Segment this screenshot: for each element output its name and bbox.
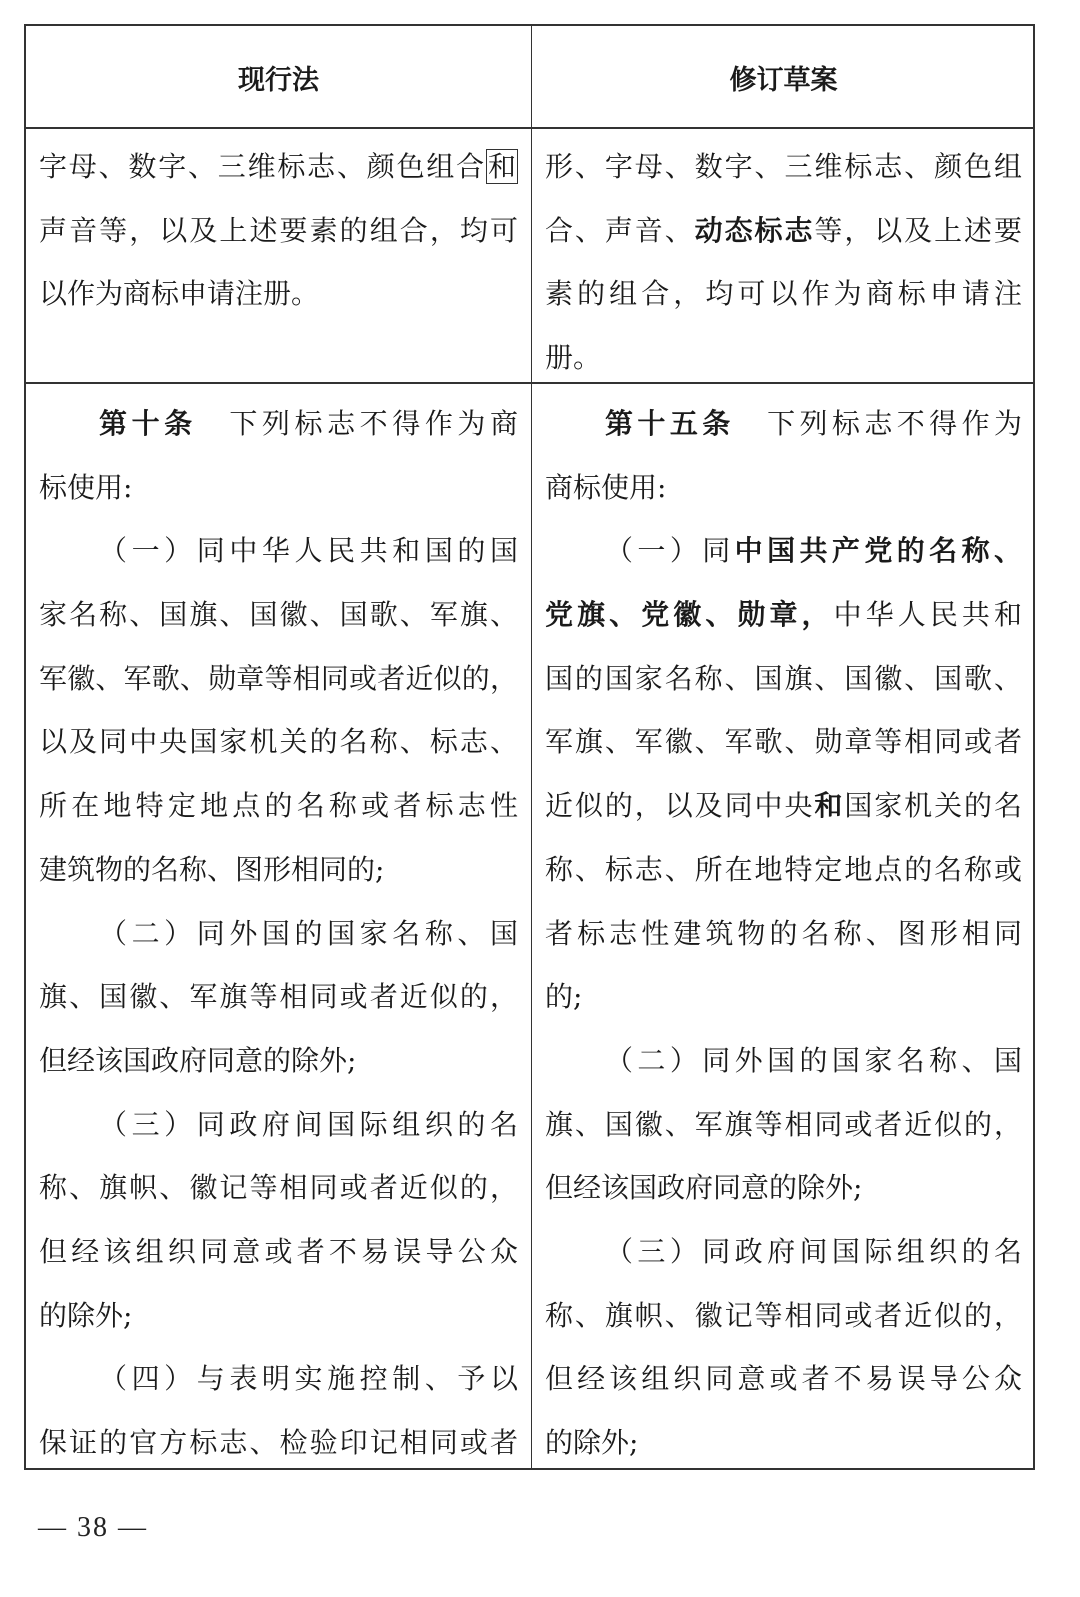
header-revision-draft: 修订草案	[729, 64, 838, 96]
text-line	[545, 583, 1022, 647]
text-segment: 的除外;	[545, 1426, 639, 1459]
text-line	[545, 135, 1022, 199]
text-segment: 旗、国徽、军旗等相同或者近似的，	[545, 1107, 1022, 1141]
bold-text: 动态标志	[694, 213, 815, 247]
text-segment: 国家机关的名	[844, 789, 1022, 823]
text-segment: 但经该组织同意或者不易误导公众	[545, 1362, 1022, 1396]
text-segment: （一）同	[605, 534, 735, 568]
text-segment: 商标使用:	[545, 470, 667, 504]
text-line	[39, 1284, 518, 1348]
bold-text: 党旗、党徽、勋章，	[545, 598, 834, 632]
text-line	[39, 838, 518, 902]
text-segment: 但经该组织同意或者不易误导公众	[39, 1234, 518, 1268]
text-segment: 称、旗帜、徽记等相同或者近似的，	[39, 1171, 518, 1205]
text-line	[39, 135, 518, 199]
text-segment: 所在地特定地点的名称或者标志性	[39, 789, 518, 823]
text-line	[39, 1347, 518, 1411]
text-line	[39, 710, 518, 774]
text-line	[39, 965, 518, 1029]
text-segment: 保证的官方标志、检验印记相同或者	[39, 1426, 518, 1459]
text-line	[545, 902, 1022, 966]
text-line	[39, 262, 518, 326]
text-line	[39, 1029, 518, 1093]
text-line	[545, 647, 1022, 711]
text-segment: （二）同外国的国家名称、国	[99, 916, 518, 950]
text-line	[545, 774, 1022, 838]
text-segment: 者标志性建筑物的名称、图形相同	[545, 916, 1022, 950]
text-line	[39, 902, 518, 966]
text-line	[39, 583, 518, 647]
text-segment: 下列标志不得作为商	[196, 407, 518, 440]
text-segment: 建筑物的名称、图形相同的;	[39, 852, 385, 886]
text-line	[39, 1156, 518, 1220]
text-line	[545, 392, 1022, 456]
text-line	[545, 1284, 1022, 1348]
page-number: — 38 —	[38, 1512, 148, 1543]
text-segment: 等，以及上述要	[814, 213, 1022, 247]
text-line	[39, 1093, 518, 1157]
text-segment: 军徽、军歌、勋章等相同或者近似的，	[39, 661, 518, 695]
cell-current-law	[26, 135, 531, 326]
text-line	[39, 519, 518, 583]
text-segment: 称、标志、所在地特定地点的名称或	[545, 852, 1022, 886]
text-line	[545, 710, 1022, 774]
text-line	[545, 1156, 1022, 1220]
text-segment: 素的组合，均可以作为商标申请注	[545, 277, 1022, 311]
text-segment: （三）同政府间国际组织的名	[605, 1234, 1022, 1268]
bold-text: 第十五条	[605, 407, 735, 440]
text-line	[39, 392, 518, 456]
text-line	[545, 1411, 1022, 1475]
cell-revision-draft	[532, 392, 1035, 1475]
text-segment: 合、声音、	[545, 213, 695, 247]
text-segment: 中华人民共和	[833, 598, 1022, 632]
text-segment: （四）与表明实施控制、予以	[99, 1362, 518, 1396]
bold-text: 中国共产党的名称、	[734, 534, 1022, 568]
text-segment: （二）同外国的国家名称、国	[605, 1043, 1022, 1077]
text-line	[545, 1093, 1022, 1157]
text-line	[545, 199, 1022, 263]
boxed-text: 和	[487, 150, 516, 183]
text-segment: 以作为商标申请注册。	[39, 277, 320, 311]
text-segment: 的;	[545, 980, 583, 1014]
text-line	[39, 1411, 518, 1475]
text-segment: 国的国家名称、国旗、国徽、国歌、	[545, 661, 1022, 695]
text-segment: 家名称、国旗、国徽、国歌、军旗、	[39, 598, 518, 632]
text-line	[39, 456, 518, 520]
text-line	[545, 1029, 1022, 1093]
text-segment: 旗、国徽、军旗等相同或者近似的，	[39, 980, 518, 1014]
text-segment: 近似的，以及同中央	[545, 789, 815, 823]
text-line	[39, 199, 518, 263]
comparison-table	[24, 24, 1035, 1470]
text-line	[545, 1347, 1022, 1411]
text-segment: 声音等，以及上述要素的组合，均可	[39, 213, 518, 247]
bold-text: 和	[814, 789, 845, 823]
text-line	[545, 519, 1022, 583]
text-line	[545, 965, 1022, 1029]
text-segment: 军旗、军徽、军歌、勋章等相同或者	[545, 725, 1022, 759]
text-line	[545, 456, 1022, 520]
text-segment: 形、字母、数字、三维标志、颜色组	[545, 150, 1022, 183]
cell-revision-draft	[532, 135, 1035, 390]
text-line	[545, 1220, 1022, 1284]
text-line	[39, 1220, 518, 1284]
text-segment: 册。	[545, 341, 602, 375]
text-line	[39, 647, 518, 711]
text-segment: 下列标志不得作为	[734, 407, 1022, 440]
text-line	[545, 262, 1022, 326]
text-segment: 但经该国政府同意的除外;	[39, 1043, 357, 1077]
text-line	[545, 838, 1022, 902]
bold-text: 第十条	[99, 407, 197, 440]
cell-current-law	[26, 392, 531, 1475]
text-line	[39, 774, 518, 838]
text-line	[545, 326, 1022, 390]
text-segment: 字母、数字、三维标志、颜色组合	[39, 150, 486, 183]
text-segment: 的除外;	[39, 1298, 133, 1332]
text-segment: 以及同中央国家机关的名称、标志、	[39, 725, 518, 759]
text-segment: （一）同中华人民共和国的国	[99, 534, 518, 568]
header-current-law: 现行法	[238, 64, 319, 96]
text-segment: 但经该国政府同意的除外;	[545, 1171, 863, 1205]
text-segment: 标使用:	[39, 470, 133, 504]
text-segment: 称、旗帜、徽记等相同或者近似的，	[545, 1298, 1022, 1332]
text-segment: （三）同政府间国际组织的名	[99, 1107, 518, 1141]
